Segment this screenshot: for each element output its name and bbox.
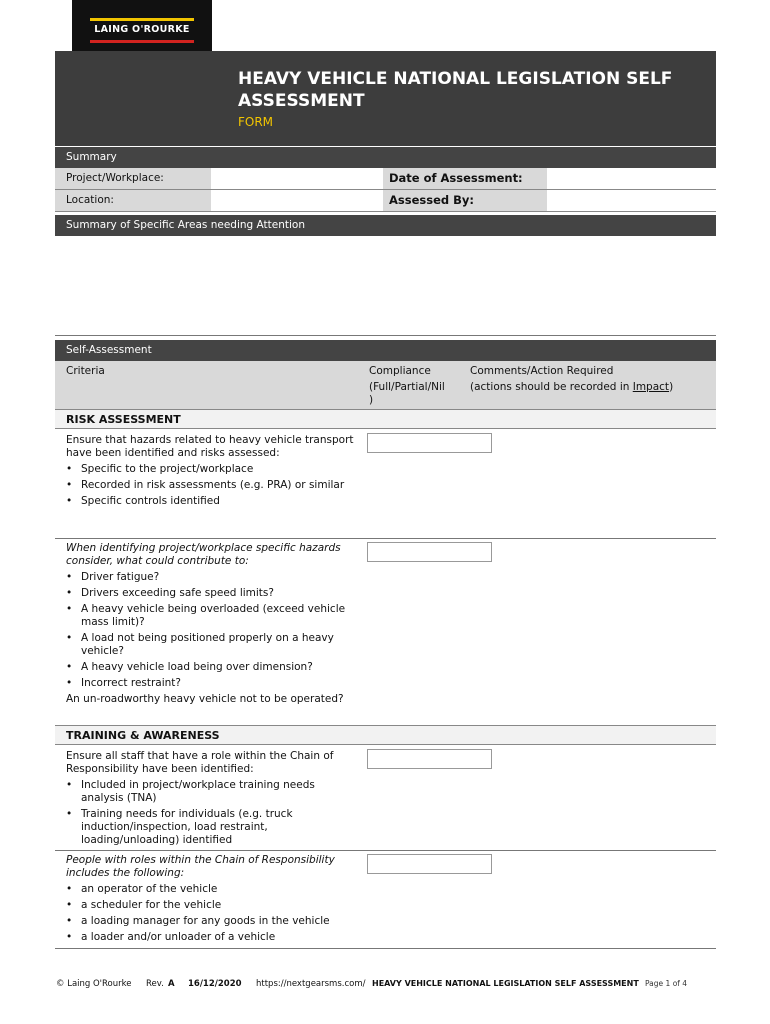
- criteria-text: People with roles within the Chain of Responsibility includes the following:: [66, 854, 335, 879]
- list-item: • a loading manager for any goods in the vehicle: [66, 915, 356, 928]
- document-header: [55, 51, 716, 146]
- list-item: • Specific controls identified: [66, 495, 356, 508]
- criteria-training-1: [66, 750, 356, 850]
- criteria-risk-1: [66, 434, 356, 511]
- list-item: • A heavy vehicle being overloaded (exceed vehicle mass limit)?: [66, 603, 356, 629]
- project-workplace-label: Project/Workplace:: [55, 168, 211, 189]
- comments-note-text: (actions should be recorded in: [470, 381, 633, 393]
- self-assessment-bar: Self-Assessment: [55, 340, 716, 361]
- location-label: Location:: [55, 190, 211, 211]
- criteria-risk-2: [66, 542, 356, 709]
- footer-url[interactable]: https://nextgearsms.com/: [256, 979, 366, 989]
- logo-red-bar: [90, 40, 194, 43]
- location-field[interactable]: [211, 190, 383, 211]
- criteria-text: Ensure that hazards related to heavy vehicle transport have been identified and risks assessed:: [66, 434, 354, 459]
- compliance-input[interactable]: [367, 854, 492, 874]
- footer-date: 16/12/2020: [188, 979, 242, 989]
- list-item: • Incorrect restraint?: [66, 677, 356, 690]
- compliance-input[interactable]: [367, 749, 492, 769]
- footer-doc-title: HEAVY VEHICLE NATIONAL LEGISLATION SELF ASSESSMENT: [372, 979, 639, 988]
- areas-needing-attention-field[interactable]: [55, 236, 716, 334]
- compliance-input[interactable]: [367, 433, 492, 453]
- row-divider: [55, 211, 716, 212]
- logo-yellow-bar: [90, 18, 194, 21]
- list-item: • an operator of the vehicle: [66, 883, 356, 896]
- footer-copyright: © Laing O'Rourke: [56, 979, 132, 989]
- row-divider: [55, 538, 716, 539]
- list-item: • a scheduler for the vehicle: [66, 899, 356, 912]
- document-title: [238, 68, 708, 112]
- project-workplace-field[interactable]: [211, 168, 383, 189]
- date-of-assessment-field[interactable]: [547, 168, 716, 189]
- table-header-row: [55, 361, 716, 409]
- list-item: • Included in project/workplace training needs analysis (TNA): [66, 779, 356, 805]
- list-item: • Specific to the project/workplace: [66, 463, 356, 476]
- list-item: • Drivers exceeding safe speed limits?: [66, 587, 356, 600]
- date-of-assessment-label: Date of Assessment:: [383, 168, 547, 189]
- title-line-1: HEAVY VEHICLE NATIONAL LEGISLATION SELF: [238, 69, 673, 89]
- risk-assessment-heading: RISK ASSESSMENT: [55, 409, 716, 429]
- footer-page-number: Page 1 of 4: [645, 979, 688, 988]
- compliance-input[interactable]: [367, 542, 492, 562]
- criteria-text: Ensure all staff that have a role within the Chain of Responsibility have been identified:: [66, 750, 334, 775]
- footer-rev-value: A: [168, 979, 175, 989]
- list-item: • A load not being positioned properly on a heavy vehicle?: [66, 632, 356, 658]
- list-item: • A heavy vehicle load being over dimension?: [66, 661, 356, 674]
- assessed-by-field[interactable]: [547, 190, 716, 211]
- criteria-text: An un-roadworthy heavy vehicle not to be operated?: [66, 693, 344, 705]
- row-divider: [55, 850, 716, 851]
- summary-bar: Summary: [55, 147, 716, 168]
- compliance-options-close: ): [369, 394, 374, 406]
- comments-note: [470, 379, 673, 395]
- list-item: • Training needs for individuals (e.g. truck induction/inspection, load restraint, loading/unloading) identified: [66, 808, 356, 847]
- list-item: • Recorded in risk assessments (e.g. PRA) or similar: [66, 479, 356, 492]
- comments-header: Comments/Action Required: [470, 365, 614, 377]
- compliance-options: (Full/Partial/Nil: [369, 381, 445, 393]
- list-item: • Driver fatigue?: [66, 571, 356, 584]
- criteria-training-2: [66, 854, 356, 947]
- section-divider: [55, 335, 716, 336]
- title-line-2: ASSESSMENT: [238, 91, 365, 111]
- areas-needing-attention-bar: Summary of Specific Areas needing Attention: [55, 215, 716, 236]
- criteria-text: When identifying project/workplace specific hazards consider, what could contribute to:: [66, 542, 341, 567]
- logo-text: LAING O'ROURKE: [94, 24, 190, 35]
- criteria-header: Criteria: [66, 365, 105, 377]
- compliance-header: Compliance: [369, 365, 431, 377]
- impact-link[interactable]: Impact: [632, 381, 670, 393]
- assessed-by-label: Assessed By:: [383, 190, 547, 211]
- list-item: • a loader and/or unloader of a vehicle: [66, 931, 356, 944]
- row-divider: [55, 948, 716, 949]
- document-subtitle: FORM: [238, 115, 274, 129]
- training-awareness-heading: TRAINING & AWARENESS: [55, 725, 716, 745]
- footer-rev-label: Rev.: [146, 979, 164, 989]
- comments-note-close: ): [669, 381, 674, 393]
